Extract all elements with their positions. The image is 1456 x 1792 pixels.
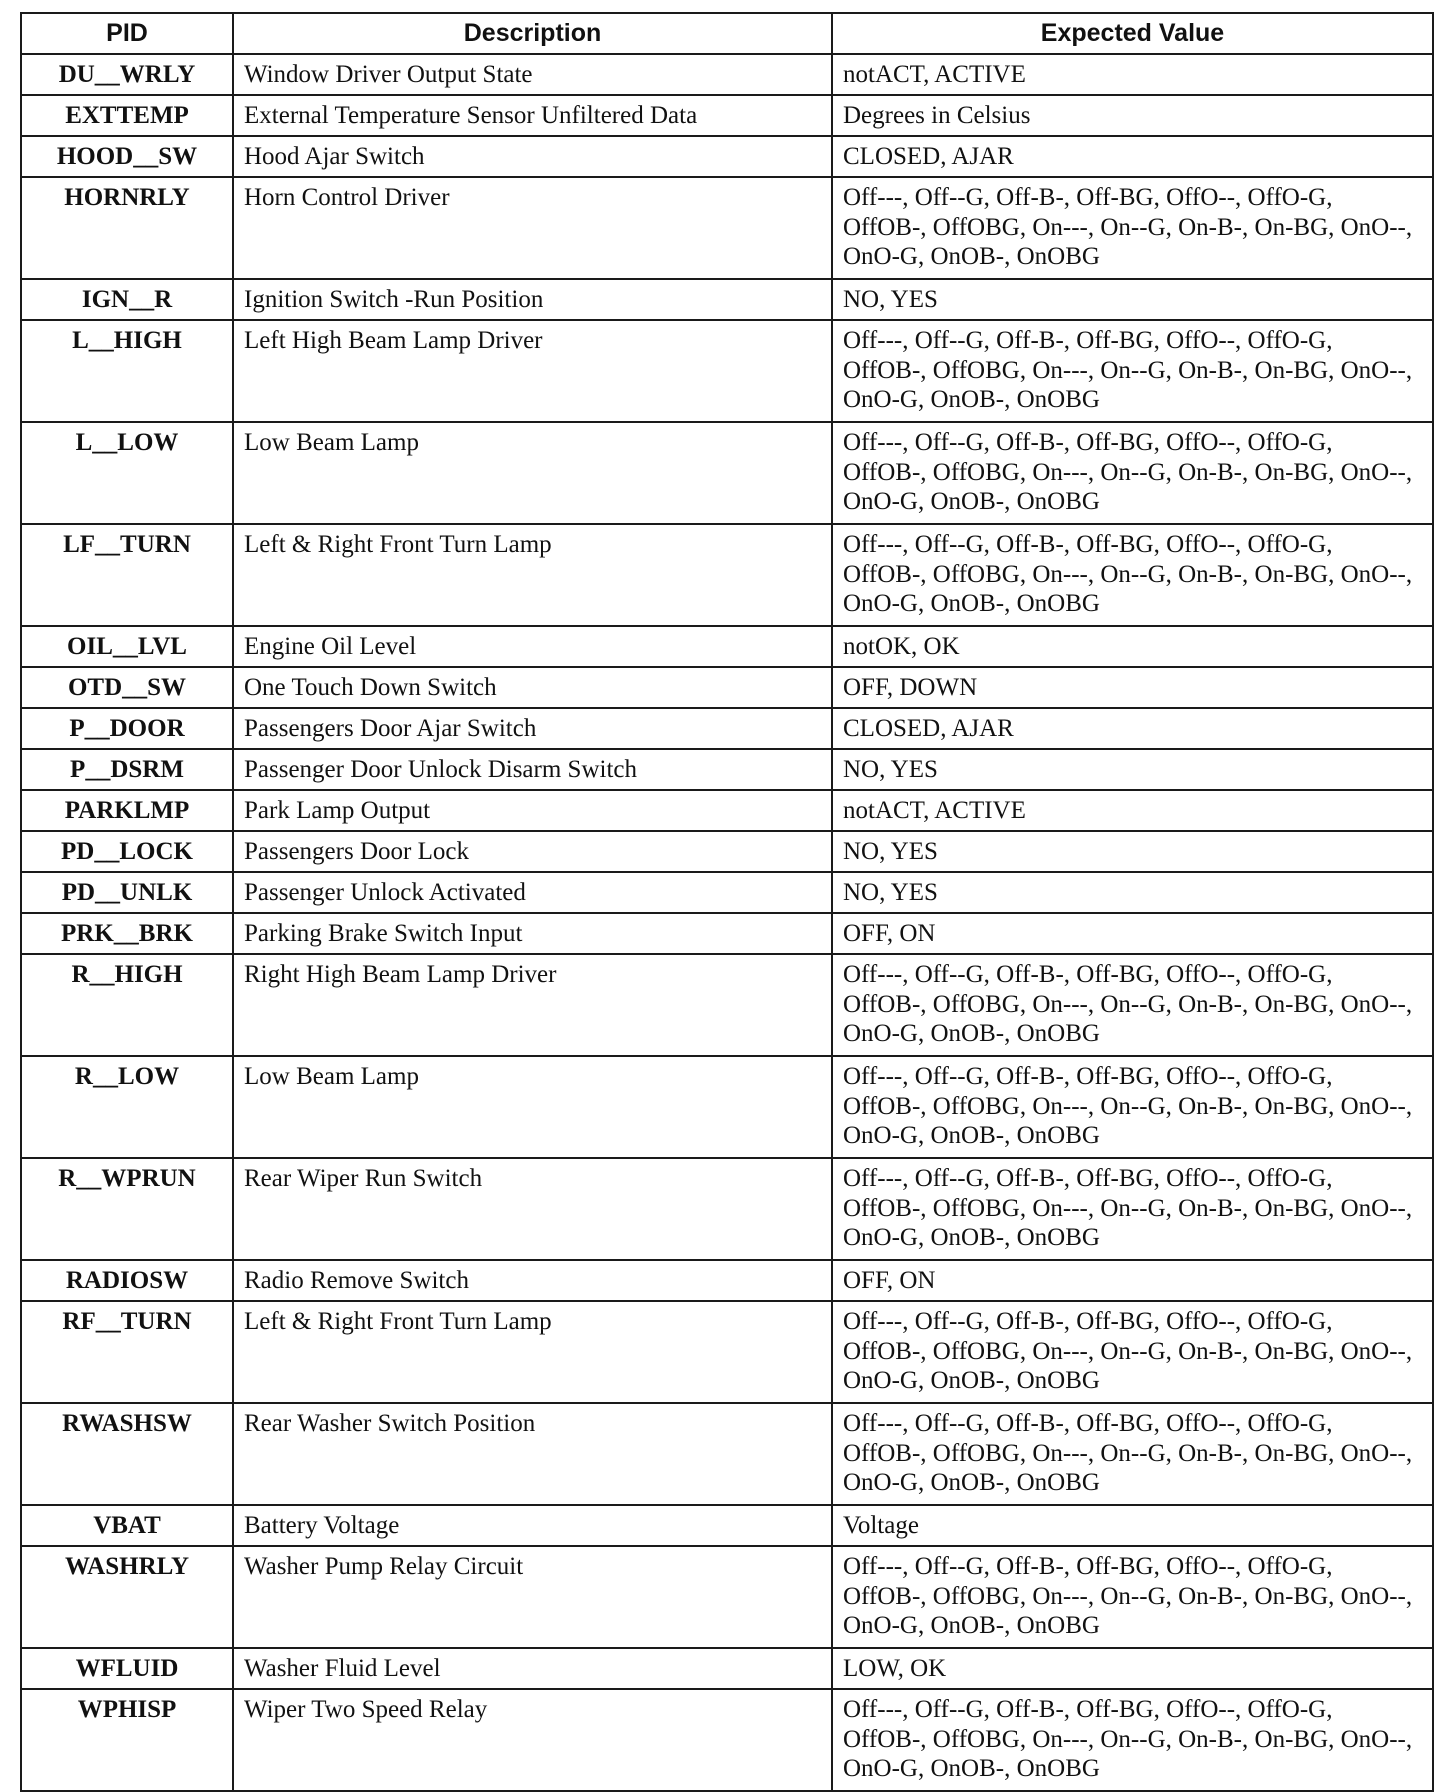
table-body xyxy=(21,54,1433,1791)
expected-value-cell: LOW, OK xyxy=(832,1648,1433,1689)
pid-cell: PD__LOCK xyxy=(21,831,233,872)
pid-cell: L__LOW xyxy=(21,422,233,524)
description-cell: Rear Washer Switch Position xyxy=(233,1403,832,1505)
expected-value-cell: OFF, DOWN xyxy=(832,667,1433,708)
description-cell: Left & Right Front Turn Lamp xyxy=(233,1301,832,1403)
expected-value-cell: Off---, Off--G, Off-B-, Off-BG, OffO--, OffO-G, OffOB-, OffOBG, On---, On--G, On-B-, On-BG, OnO--, OnO-G, OnOB-, OnOBG xyxy=(832,320,1433,422)
table-row xyxy=(21,422,1433,524)
table-row xyxy=(21,954,1433,1056)
description-cell: Left & Right Front Turn Lamp xyxy=(233,524,832,626)
table-row xyxy=(21,320,1433,422)
expected-value-cell: NO, YES xyxy=(832,279,1433,320)
table-row xyxy=(21,1260,1433,1301)
description-cell: Rear Wiper Run Switch xyxy=(233,1158,832,1260)
expected-value-cell: Voltage xyxy=(832,1505,1433,1546)
pid-cell: EXTTEMP xyxy=(21,95,233,136)
table-row xyxy=(21,1505,1433,1546)
pid-cell: WASHRLY xyxy=(21,1546,233,1648)
description-cell: Low Beam Lamp xyxy=(233,422,832,524)
pid-cell: DU__WRLY xyxy=(21,54,233,95)
header-description: Description xyxy=(233,13,832,54)
header-pid: PID xyxy=(21,13,233,54)
pid-cell: PD__UNLK xyxy=(21,872,233,913)
table-row xyxy=(21,95,1433,136)
description-cell: Washer Pump Relay Circuit xyxy=(233,1546,832,1648)
table-row xyxy=(21,1689,1433,1791)
expected-value-cell: Degrees in Celsius xyxy=(832,95,1433,136)
header-expected-value: Expected Value xyxy=(832,13,1433,54)
pid-table xyxy=(20,12,1434,1792)
description-cell: Engine Oil Level xyxy=(233,626,832,667)
pid-cell: R__WPRUN xyxy=(21,1158,233,1260)
table-row xyxy=(21,831,1433,872)
expected-value-cell: Off---, Off--G, Off-B-, Off-BG, OffO--, OffO-G, OffOB-, OffOBG, On---, On--G, On-B-, On-BG, OnO--, OnO-G, OnOB-, OnOBG xyxy=(832,1056,1433,1158)
table-row xyxy=(21,177,1433,279)
expected-value-cell: NO, YES xyxy=(832,749,1433,790)
table-row xyxy=(21,136,1433,177)
description-cell: Left High Beam Lamp Driver xyxy=(233,320,832,422)
description-cell: Parking Brake Switch Input xyxy=(233,913,832,954)
description-cell: Low Beam Lamp xyxy=(233,1056,832,1158)
expected-value-cell: Off---, Off--G, Off-B-, Off-BG, OffO--, OffO-G, OffOB-, OffOBG, On---, On--G, On-B-, On-BG, OnO--, OnO-G, OnOB-, OnOBG xyxy=(832,954,1433,1056)
pid-cell: OTD__SW xyxy=(21,667,233,708)
table-row xyxy=(21,790,1433,831)
pid-cell: IGN__R xyxy=(21,279,233,320)
description-cell: Park Lamp Output xyxy=(233,790,832,831)
table-row xyxy=(21,872,1433,913)
expected-value-cell: notOK, OK xyxy=(832,626,1433,667)
expected-value-cell: Off---, Off--G, Off-B-, Off-BG, OffO--, OffO-G, OffOB-, OffOBG, On---, On--G, On-B-, On-BG, OnO--, OnO-G, OnOB-, OnOBG xyxy=(832,422,1433,524)
expected-value-cell: Off---, Off--G, Off-B-, Off-BG, OffO--, OffO-G, OffOB-, OffOBG, On---, On--G, On-B-, On-BG, OnO--, OnO-G, OnOB-, OnOBG xyxy=(832,177,1433,279)
pid-cell: HORNRLY xyxy=(21,177,233,279)
expected-value-cell: Off---, Off--G, Off-B-, Off-BG, OffO--, OffO-G, OffOB-, OffOBG, On---, On--G, On-B-, On-BG, OnO--, OnO-G, OnOB-, OnOBG xyxy=(832,524,1433,626)
table-row xyxy=(21,1648,1433,1689)
pid-cell: WFLUID xyxy=(21,1648,233,1689)
description-cell: Wiper Two Speed Relay xyxy=(233,1689,832,1791)
description-cell: Passengers Door Lock xyxy=(233,831,832,872)
table-row xyxy=(21,1301,1433,1403)
pid-cell: P__DSRM xyxy=(21,749,233,790)
expected-value-cell: notACT, ACTIVE xyxy=(832,790,1433,831)
description-cell: Battery Voltage xyxy=(233,1505,832,1546)
table-row xyxy=(21,1158,1433,1260)
pid-cell: VBAT xyxy=(21,1505,233,1546)
description-cell: One Touch Down Switch xyxy=(233,667,832,708)
table-row xyxy=(21,279,1433,320)
expected-value-cell: Off---, Off--G, Off-B-, Off-BG, OffO--, OffO-G, OffOB-, OffOBG, On---, On--G, On-B-, On-BG, OnO--, OnO-G, OnOB-, OnOBG xyxy=(832,1689,1433,1791)
expected-value-cell: Off---, Off--G, Off-B-, Off-BG, OffO--, OffO-G, OffOB-, OffOBG, On---, On--G, On-B-, On-BG, OnO--, OnO-G, OnOB-, OnOBG xyxy=(832,1158,1433,1260)
pid-cell: PARKLMP xyxy=(21,790,233,831)
expected-value-cell: CLOSED, AJAR xyxy=(832,136,1433,177)
pid-cell: L__HIGH xyxy=(21,320,233,422)
description-cell: Horn Control Driver xyxy=(233,177,832,279)
table-row xyxy=(21,1056,1433,1158)
expected-value-cell: Off---, Off--G, Off-B-, Off-BG, OffO--, OffO-G, OffOB-, OffOBG, On---, On--G, On-B-, On-BG, OnO--, OnO-G, OnOB-, OnOBG xyxy=(832,1301,1433,1403)
table-row xyxy=(21,667,1433,708)
expected-value-cell: CLOSED, AJAR xyxy=(832,708,1433,749)
pid-cell: HOOD__SW xyxy=(21,136,233,177)
expected-value-cell: NO, YES xyxy=(832,831,1433,872)
expected-value-cell: NO, YES xyxy=(832,872,1433,913)
expected-value-cell: OFF, ON xyxy=(832,1260,1433,1301)
description-cell: Passenger Unlock Activated xyxy=(233,872,832,913)
expected-value-cell: Off---, Off--G, Off-B-, Off-BG, OffO--, OffO-G, OffOB-, OffOBG, On---, On--G, On-B-, On-BG, OnO--, OnO-G, OnOB-, OnOBG xyxy=(832,1403,1433,1505)
description-cell: Ignition Switch -Run Position xyxy=(233,279,832,320)
pid-cell: RF__TURN xyxy=(21,1301,233,1403)
pid-cell: R__LOW xyxy=(21,1056,233,1158)
pid-cell: WPHISP xyxy=(21,1689,233,1791)
description-cell: Hood Ajar Switch xyxy=(233,136,832,177)
table-row xyxy=(21,708,1433,749)
description-cell: Right High Beam Lamp Driver xyxy=(233,954,832,1056)
table-row xyxy=(21,524,1433,626)
pid-cell: OIL__LVL xyxy=(21,626,233,667)
description-cell: Passenger Door Unlock Disarm Switch xyxy=(233,749,832,790)
table-row xyxy=(21,1546,1433,1648)
description-cell: Passengers Door Ajar Switch xyxy=(233,708,832,749)
table-row xyxy=(21,913,1433,954)
table-row xyxy=(21,749,1433,790)
table-row xyxy=(21,54,1433,95)
table-row xyxy=(21,1403,1433,1505)
expected-value-cell: OFF, ON xyxy=(832,913,1433,954)
description-cell: Washer Fluid Level xyxy=(233,1648,832,1689)
pid-cell: P__DOOR xyxy=(21,708,233,749)
expected-value-cell: Off---, Off--G, Off-B-, Off-BG, OffO--, OffO-G, OffOB-, OffOBG, On---, On--G, On-B-, On-BG, OnO--, OnO-G, OnOB-, OnOBG xyxy=(832,1546,1433,1648)
pid-cell: RWASHSW xyxy=(21,1403,233,1505)
expected-value-cell: notACT, ACTIVE xyxy=(832,54,1433,95)
description-cell: Window Driver Output State xyxy=(233,54,832,95)
pid-cell: RADIOSW xyxy=(21,1260,233,1301)
pid-cell: PRK__BRK xyxy=(21,913,233,954)
pid-cell: R__HIGH xyxy=(21,954,233,1056)
description-cell: Radio Remove Switch xyxy=(233,1260,832,1301)
header-row xyxy=(21,13,1433,54)
pid-cell: LF__TURN xyxy=(21,524,233,626)
description-cell: External Temperature Sensor Unfiltered Data xyxy=(233,95,832,136)
table-row xyxy=(21,626,1433,667)
